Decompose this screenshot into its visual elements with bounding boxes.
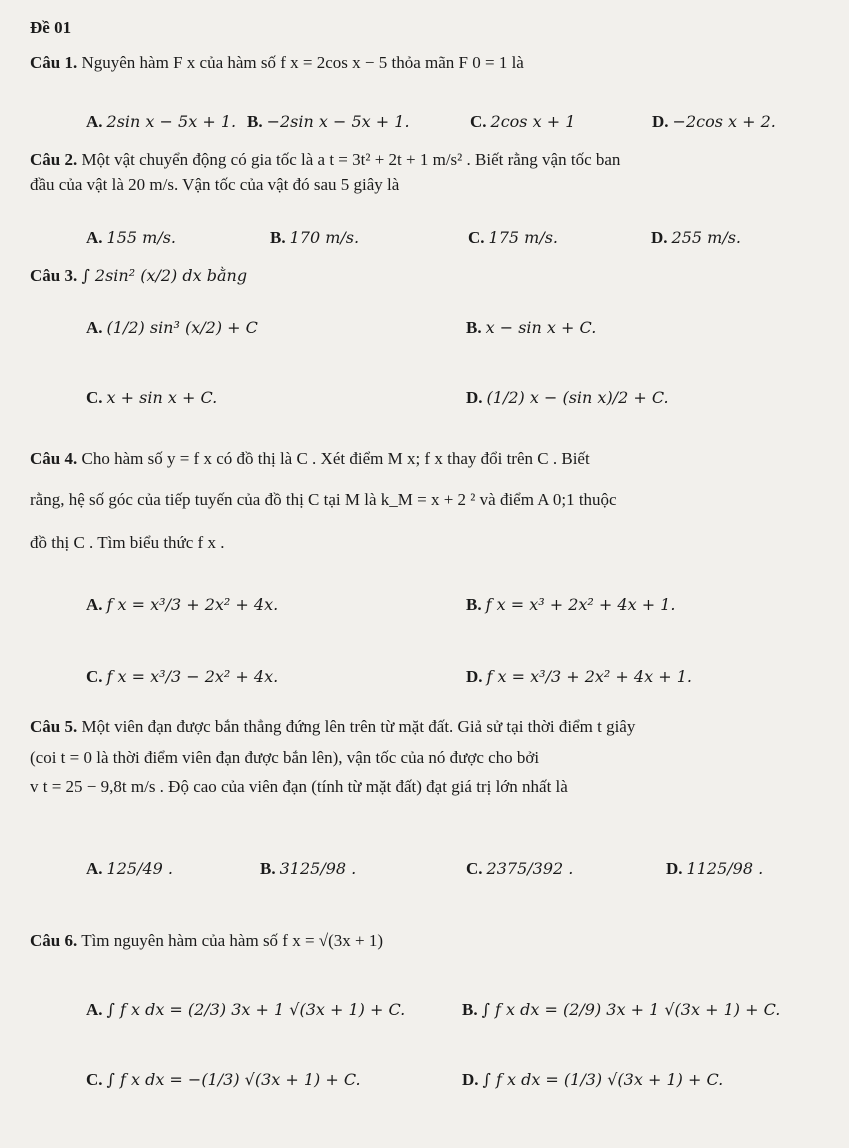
q1-option-d[interactable]: [652, 112, 776, 132]
question-5-line-3: v t = 25 − 9,8t m/s . Độ cao của viên đạn (tính từ mặt đất) đạt giá trị lớn nhất là: [30, 777, 568, 796]
q4-option-a[interactable]: [86, 595, 278, 615]
q3-option-c[interactable]: [86, 388, 217, 408]
q2-option-d[interactable]: [651, 228, 741, 248]
q4-option-b[interactable]: [466, 595, 675, 615]
option-label: D.: [466, 667, 483, 686]
option-text: 170 m/s.: [289, 228, 360, 247]
question-4-line-3: đồ thị C . Tìm biểu thức f x .: [30, 533, 225, 552]
option-label: A.: [86, 228, 103, 247]
option-text: x − sin x + C.: [485, 318, 597, 337]
option-text: 2375/392 .: [486, 859, 574, 878]
option-text: f x = x³ + 2x² + 4x + 1.: [485, 595, 676, 614]
option-label: D.: [666, 859, 683, 878]
question-2: [30, 150, 620, 170]
option-label: C.: [86, 667, 103, 686]
question-number: Câu 1.: [30, 53, 78, 72]
option-text: −2sin x − 5x + 1.: [266, 112, 410, 131]
option-text: 175 m/s.: [488, 228, 559, 247]
q1-option-a[interactable]: [86, 112, 236, 132]
question-number: Câu 4.: [30, 449, 78, 468]
option-label: D.: [651, 228, 668, 247]
option-text: ∫ f x dx = (2/3) 3x + 1 √(3x + 1) + C.: [106, 1000, 406, 1019]
option-label: C.: [86, 388, 103, 407]
option-label: B.: [466, 318, 482, 337]
option-text: f x = x³/3 − 2x² + 4x.: [106, 667, 279, 686]
option-label: C.: [468, 228, 485, 247]
option-label: C.: [466, 859, 483, 878]
q6-option-d[interactable]: [462, 1070, 723, 1090]
option-label: A.: [86, 859, 103, 878]
option-text: ∫ f x dx = (1/3) √(3x + 1) + C.: [482, 1070, 724, 1089]
q3-option-b[interactable]: [466, 318, 596, 338]
option-label: C.: [470, 112, 487, 131]
question-6: [30, 931, 383, 951]
q2-option-b[interactable]: [270, 228, 359, 248]
option-text: (1/2) sin³ (x/2) + C: [106, 318, 258, 337]
question-text-line-1: Cho hàm số y = f x có đồ thị là C . Xét điểm M x; f x thay đổi trên C . Biết: [81, 449, 590, 468]
option-text: ∫ f x dx = −(1/3) √(3x + 1) + C.: [106, 1070, 361, 1089]
q5-option-c[interactable]: [466, 859, 573, 879]
q5-option-b[interactable]: [260, 859, 356, 879]
option-text: 2cos x + 1: [490, 112, 576, 131]
question-3: [30, 266, 247, 286]
option-text: 255 m/s.: [671, 228, 742, 247]
option-text: 155 m/s.: [106, 228, 177, 247]
option-label: B.: [270, 228, 286, 247]
q1-option-c[interactable]: [470, 112, 575, 132]
question-4: [30, 449, 590, 469]
question-number: Câu 3.: [30, 266, 78, 285]
q6-option-c[interactable]: [86, 1070, 361, 1090]
option-text: f x = x³/3 + 2x² + 4x.: [106, 595, 279, 614]
option-text: 1125/98 .: [686, 859, 764, 878]
question-number: Câu 2.: [30, 150, 78, 169]
question-text-line-1: Một vật chuyển động có gia tốc là a t = 3t² + 2t + 1 m/s² . Biết rằng vận tốc ban: [81, 150, 621, 169]
option-text: (1/2) x − (sin x)/2 + C.: [486, 388, 669, 407]
option-label: A.: [86, 595, 103, 614]
question-text: ∫ 2sin² (x/2) dx bằng: [81, 266, 248, 285]
q5-option-d[interactable]: [666, 859, 763, 879]
question-2-line-2: đầu của vật là 20 m/s. Vận tốc của vật đó sau 5 giây là: [30, 175, 400, 194]
q4-option-c[interactable]: [86, 667, 278, 687]
option-label: D.: [462, 1070, 479, 1089]
q1-option-b[interactable]: [247, 112, 410, 132]
option-text: ∫ f x dx = (2/9) 3x + 1 √(3x + 1) + C.: [481, 1000, 781, 1019]
option-label: A.: [86, 318, 103, 337]
option-label: B.: [462, 1000, 478, 1019]
option-label: B.: [247, 112, 263, 131]
q6-option-a[interactable]: [86, 1000, 405, 1020]
option-label: D.: [652, 112, 669, 131]
question-number: Câu 5.: [30, 717, 78, 736]
option-label: B.: [466, 595, 482, 614]
question-5-line-2: (coi t = 0 là thời điểm viên đạn được bắn lên), vận tốc của nó được cho bởi: [30, 748, 540, 767]
option-label: D.: [466, 388, 483, 407]
q2-option-c[interactable]: [468, 228, 558, 248]
option-label: B.: [260, 859, 276, 878]
option-label: C.: [86, 1070, 103, 1089]
option-label: A.: [86, 112, 103, 131]
q4-option-d[interactable]: [466, 667, 692, 687]
question-1: [30, 53, 524, 73]
option-text: −2cos x + 2.: [672, 112, 776, 131]
q2-option-a[interactable]: [86, 228, 176, 248]
q3-option-d[interactable]: [466, 388, 669, 408]
option-text: 2sin x − 5x + 1.: [106, 112, 237, 131]
exam-heading: Đề 01: [30, 18, 72, 37]
question-text: Tìm nguyên hàm của hàm số f x = √(3x + 1): [81, 931, 384, 950]
option-text: x + sin x + C.: [106, 388, 218, 407]
q5-option-a[interactable]: [86, 859, 173, 879]
option-text: 3125/98 .: [279, 859, 357, 878]
question-5: [30, 717, 635, 737]
option-text: f x = x³/3 + 2x² + 4x + 1.: [486, 667, 692, 686]
q6-option-b[interactable]: [462, 1000, 780, 1020]
question-number: Câu 6.: [30, 931, 78, 950]
option-text: 125/49 .: [106, 859, 173, 878]
q3-option-a[interactable]: [86, 318, 258, 338]
question-4-line-2: rằng, hệ số góc của tiếp tuyến của đồ thị C tại M là k_M = x + 2 ² và điểm A 0;1 thuộc: [30, 490, 617, 509]
question-text: Nguyên hàm F x của hàm số f x = 2cos x − 5 thỏa mãn F 0 = 1 là: [81, 53, 524, 72]
option-label: A.: [86, 1000, 103, 1019]
question-text-line-1: Một viên đạn được bắn thẳng đứng lên trên từ mặt đất. Giả sử tại thời điểm t giây: [81, 717, 636, 736]
